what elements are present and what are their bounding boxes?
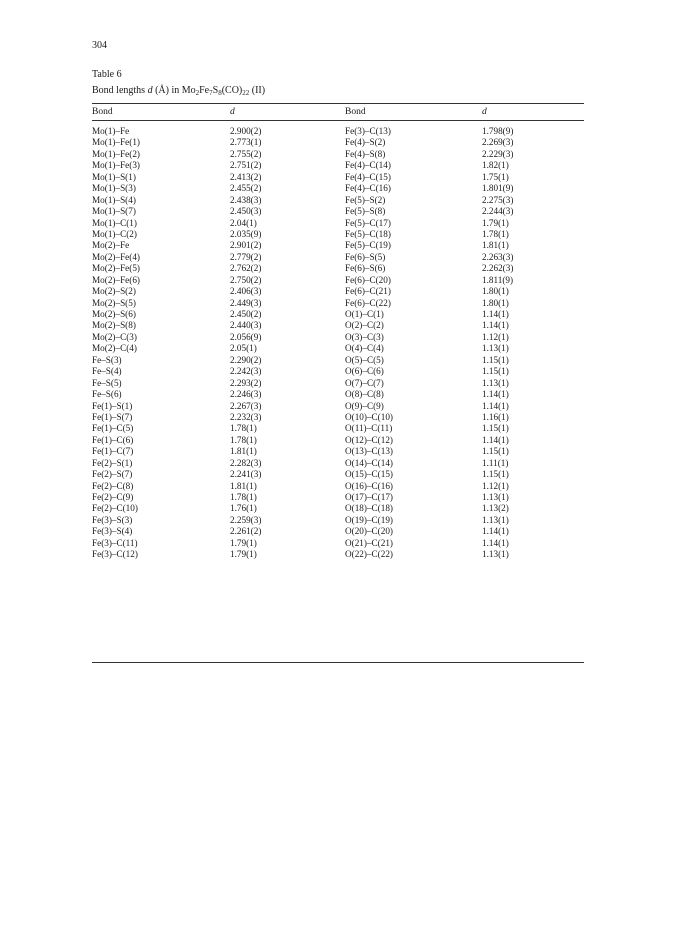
cell-bond-right: O(17)–C(17): [345, 492, 393, 502]
cell-bond-right: O(8)–C(8): [345, 389, 384, 400]
cell-bond-left: Mo(2)–Fe(5): [92, 263, 140, 274]
cell-d-right: 1.79(1): [482, 217, 509, 228]
cell-d-right: 1.13(1): [482, 377, 509, 388]
cell-d-left: 2.293(2): [230, 377, 262, 388]
table-row: [0, 526, 680, 537]
cell-d-left: 1.79(1): [230, 549, 257, 560]
cell-bond-right: Fe(5)–S(8): [345, 206, 386, 217]
cell-bond-right: O(4)–C(4): [345, 343, 384, 354]
cell-d-left: 2.406(3): [230, 286, 262, 297]
cell-d-right: 1.13(2): [482, 503, 509, 514]
table-bottom-rule: [92, 662, 584, 663]
table-row: [0, 183, 680, 194]
cell-d-right: 1.11(1): [482, 457, 509, 468]
cell-d-left: 2.056(9): [230, 331, 262, 342]
table-row: [0, 149, 680, 160]
cell-bond-right: O(22)–C(22): [345, 549, 393, 560]
cell-bond-left: Mo(2)–S(8): [92, 320, 136, 331]
cell-d-right: 1.14(1): [482, 526, 509, 537]
table-body: [0, 126, 680, 561]
cell-d-left: 2.290(2): [230, 354, 262, 365]
table-row: [0, 298, 680, 309]
table-row: [0, 389, 680, 400]
cell-d-right: 1.16(1): [482, 411, 509, 422]
cell-bond-right: O(19)–C(19): [345, 514, 393, 525]
cell-bond-left: Fe–S(6): [92, 389, 122, 400]
cell-bond-left: Mo(2)–Fe(6): [92, 274, 140, 285]
table-caption: Bond lengths d (Å) in $Mo_2Fe_7S_8(CO)_{22}$ (II): [92, 85, 266, 97]
cell-bond-right: Fe(6)–S(5): [345, 251, 386, 262]
cell-bond-left: Fe–S(4): [92, 366, 122, 377]
cell-d-right: 1.13(1): [482, 514, 509, 525]
cell-d-right: 2.244(3): [482, 206, 514, 217]
table-row: [0, 206, 680, 217]
table-row: [0, 412, 680, 423]
cell-d-right: 1.14(1): [482, 434, 509, 445]
cell-bond-left: Mo(2)–S(6): [92, 309, 136, 319]
cell-bond-left: Fe(2)–S(7): [92, 469, 133, 480]
table-top-rule: [92, 103, 584, 104]
cell-bond-left: Mo(1)–S(3): [92, 183, 136, 194]
cell-bond-left: Mo(2)–S(5): [92, 297, 136, 308]
cell-d-left: 2.449(3): [230, 297, 262, 308]
cell-d-left: 2.750(2): [230, 274, 262, 285]
cell-bond-right: Fe(5)–C(19): [345, 240, 391, 251]
cell-d-left: 1.76(1): [230, 503, 257, 514]
cell-d-left: 1.79(1): [230, 537, 257, 548]
cell-d-right: 1.811(9): [482, 274, 514, 285]
table-row: [0, 446, 680, 457]
cell-d-right: 1.14(1): [482, 389, 509, 400]
table-row: [0, 458, 680, 469]
table-row: [0, 343, 680, 354]
table-row: [0, 538, 680, 549]
cell-d-right: 1.14(1): [482, 309, 509, 319]
cell-bond-right: O(6)–C(6): [345, 366, 384, 377]
cell-d-right: 1.14(1): [482, 400, 509, 411]
cell-d-right: 2.263(3): [482, 251, 514, 262]
cell-bond-left: Mo(1)–S(7): [92, 206, 136, 217]
cell-d-left: 1.81(1): [230, 446, 257, 457]
cell-bond-left: Fe(1)–S(1): [92, 400, 133, 411]
table-row: [0, 435, 680, 446]
cell-d-right: 1.12(1): [482, 480, 509, 491]
cell-d-left: 2.259(3): [230, 514, 262, 525]
cell-d-left: 1.78(1): [230, 492, 257, 502]
cell-d-left: 2.900(2): [230, 126, 262, 136]
cell-bond-left: Mo(1)–Fe(3): [92, 160, 140, 171]
cell-d-right: 2.269(3): [482, 137, 514, 148]
cell-d-left: 2.455(2): [230, 183, 262, 194]
cell-bond-left: Mo(2)–Fe: [92, 240, 130, 251]
header-d-right: d: [482, 107, 487, 117]
cell-bond-left: Fe(1)–C(5): [92, 423, 134, 434]
cell-bond-left: Fe(2)–C(8): [92, 480, 134, 491]
cell-d-right: 2.275(3): [482, 194, 514, 205]
cell-d-right: 1.15(1): [482, 446, 509, 457]
table-row: [0, 240, 680, 251]
cell-d-right: 1.78(1): [482, 228, 509, 239]
cell-bond-right: Fe(4)–S(8): [345, 148, 386, 159]
cell-bond-right: O(7)–C(7): [345, 377, 384, 388]
cell-d-right: 1.75(1): [482, 171, 509, 182]
cell-bond-right: Fe(3)–C(13): [345, 126, 391, 136]
table-row: [0, 218, 680, 229]
cell-bond-left: Fe(1)–S(7): [92, 411, 133, 422]
cell-bond-right: O(20)–C(20): [345, 526, 393, 537]
cell-bond-right: O(13)–C(13): [345, 446, 393, 457]
cell-bond-left: Fe(3)–C(12): [92, 549, 138, 560]
cell-bond-right: O(11)–C(11): [345, 423, 393, 434]
cell-bond-right: Fe(5)–S(2): [345, 194, 386, 205]
table-row: [0, 378, 680, 389]
cell-d-right: 1.15(1): [482, 469, 509, 480]
cell-d-right: 2.262(3): [482, 263, 514, 274]
cell-bond-right: O(18)–C(18): [345, 503, 393, 514]
cell-d-left: 1.78(1): [230, 423, 257, 434]
cell-bond-left: Fe(1)–C(7): [92, 446, 134, 457]
cell-bond-right: Fe(4)–S(2): [345, 137, 386, 148]
cell-d-right: 1.13(1): [482, 549, 509, 560]
cell-bond-left: Mo(1)–C(2): [92, 228, 137, 239]
cell-d-left: 2.241(3): [230, 469, 262, 480]
cell-d-right: 1.80(1): [482, 286, 509, 297]
cell-d-left: 2.773(1): [230, 137, 262, 148]
cell-bond-left: Fe–S(5): [92, 377, 122, 388]
cell-bond-right: Fe(6)–C(22): [345, 297, 391, 308]
cell-d-right: 1.13(1): [482, 343, 509, 354]
cell-d-right: 1.12(1): [482, 331, 509, 342]
cell-d-right: 1.13(1): [482, 492, 509, 502]
table-row: [0, 549, 680, 560]
cell-bond-left: Fe(2)–C(10): [92, 503, 138, 514]
table-row: [0, 401, 680, 412]
table-row: [0, 137, 680, 148]
cell-bond-right: O(14)–C(14): [345, 457, 393, 468]
cell-bond-left: Fe(2)–C(9): [92, 492, 134, 502]
cell-d-left: 2.242(3): [230, 366, 262, 377]
cell-bond-right: Fe(5)–C(17): [345, 217, 391, 228]
cell-d-left: 2.261(2): [230, 526, 262, 537]
cell-d-right: 1.14(1): [482, 537, 509, 548]
cell-bond-left: Fe(3)–S(4): [92, 526, 133, 537]
cell-d-right: 1.798(9): [482, 126, 514, 136]
header-bond-left: Bond: [92, 107, 113, 117]
header-bond-right: Bond: [345, 107, 366, 117]
cell-d-right: 1.81(1): [482, 240, 509, 251]
cell-d-left: 1.78(1): [230, 434, 257, 445]
cell-bond-right: O(5)–C(5): [345, 354, 384, 365]
cell-bond-left: Fe(1)–C(6): [92, 434, 134, 445]
table-row: [0, 332, 680, 343]
cell-bond-right: O(3)–C(3): [345, 331, 384, 342]
cell-bond-right: Fe(6)–S(6): [345, 263, 386, 274]
cell-d-left: 2.04(1): [230, 217, 257, 228]
cell-d-right: 1.801(9): [482, 183, 514, 194]
cell-bond-left: Mo(1)–C(1): [92, 217, 137, 228]
cell-d-left: 2.413(2): [230, 171, 262, 182]
cell-d-left: 2.440(3): [230, 320, 262, 331]
cell-bond-right: Fe(6)–C(20): [345, 274, 391, 285]
cell-d-right: 1.82(1): [482, 160, 509, 171]
cell-bond-left: Mo(1)–S(4): [92, 194, 136, 205]
cell-bond-left: Mo(2)–C(3): [92, 331, 137, 342]
cell-bond-left: Fe(2)–S(1): [92, 457, 133, 468]
cell-d-left: 2.901(2): [230, 240, 262, 251]
cell-d-left: 2.450(3): [230, 206, 262, 217]
cell-d-left: 2.05(1): [230, 343, 257, 354]
cell-d-left: 2.035(9): [230, 228, 262, 239]
cell-d-left: 2.232(3): [230, 411, 262, 422]
cell-bond-right: O(10)–C(10): [345, 411, 393, 422]
table-row: [0, 423, 680, 434]
table-row: [0, 275, 680, 286]
cell-d-left: 2.779(2): [230, 251, 262, 262]
cell-bond-left: Mo(1)–Fe(1): [92, 137, 140, 148]
cell-bond-right: Fe(6)–C(21): [345, 286, 391, 297]
cell-bond-right: O(1)–C(1): [345, 309, 384, 319]
cell-bond-right: Fe(4)–C(14): [345, 160, 391, 171]
cell-d-left: 2.755(2): [230, 148, 262, 159]
cell-d-left: 1.81(1): [230, 480, 257, 491]
cell-d-right: 1.15(1): [482, 354, 509, 365]
table-row: [0, 160, 680, 171]
cell-bond-left: Mo(1)–Fe(2): [92, 148, 140, 159]
cell-bond-right: O(2)–C(2): [345, 320, 384, 331]
cell-bond-left: Mo(2)–C(4): [92, 343, 137, 354]
table-row: [0, 126, 680, 137]
header-d-left: d: [230, 107, 235, 117]
cell-bond-right: Fe(4)–C(15): [345, 171, 391, 182]
cell-d-left: 2.246(3): [230, 389, 262, 400]
table-row: [0, 252, 680, 263]
table-row: [0, 320, 680, 331]
table-row: [0, 492, 680, 503]
table-row: [0, 503, 680, 514]
cell-d-left: 2.267(3): [230, 400, 262, 411]
cell-bond-left: Fe–S(3): [92, 354, 122, 365]
cell-d-left: 2.438(3): [230, 194, 262, 205]
page-number: 304: [92, 40, 107, 51]
cell-bond-left: Fe(3)–S(3): [92, 514, 133, 525]
cell-bond-right: Fe(5)–C(18): [345, 228, 391, 239]
cell-d-right: 1.15(1): [482, 366, 509, 377]
cell-d-left: 2.282(3): [230, 457, 262, 468]
table-row: [0, 286, 680, 297]
cell-d-right: 2.229(3): [482, 148, 514, 159]
cell-bond-left: Mo(2)–S(2): [92, 286, 136, 297]
cell-bond-right: O(21)–C(21): [345, 537, 393, 548]
table-row: [0, 366, 680, 377]
table-row: [0, 195, 680, 206]
table-header-rule: [92, 120, 584, 121]
cell-d-left: 2.450(2): [230, 309, 262, 319]
cell-bond-left: Mo(1)–Fe: [92, 126, 130, 136]
cell-d-right: 1.14(1): [482, 320, 509, 331]
cell-bond-left: Mo(1)–S(1): [92, 171, 136, 182]
cell-d-left: 2.751(2): [230, 160, 262, 171]
cell-bond-right: O(12)–C(12): [345, 434, 393, 445]
table-row: [0, 229, 680, 240]
table-label: Table 6: [92, 69, 122, 80]
table-row: [0, 515, 680, 526]
cell-d-left: 2.762(2): [230, 263, 262, 274]
cell-bond-left: Fe(3)–C(11): [92, 537, 138, 548]
cell-bond-right: O(16)–C(16): [345, 480, 393, 491]
cell-bond-right: Fe(4)–C(16): [345, 183, 391, 194]
table-row: [0, 263, 680, 274]
table-row: [0, 172, 680, 183]
cell-bond-left: Mo(2)–Fe(4): [92, 251, 140, 262]
table-row: [0, 355, 680, 366]
table-row: [0, 481, 680, 492]
table-row: [0, 309, 680, 320]
cell-d-right: 1.80(1): [482, 297, 509, 308]
cell-bond-right: O(9)–C(9): [345, 400, 384, 411]
cell-bond-right: O(15)–C(15): [345, 469, 393, 480]
table-row: [0, 469, 680, 480]
cell-d-right: 1.15(1): [482, 423, 509, 434]
